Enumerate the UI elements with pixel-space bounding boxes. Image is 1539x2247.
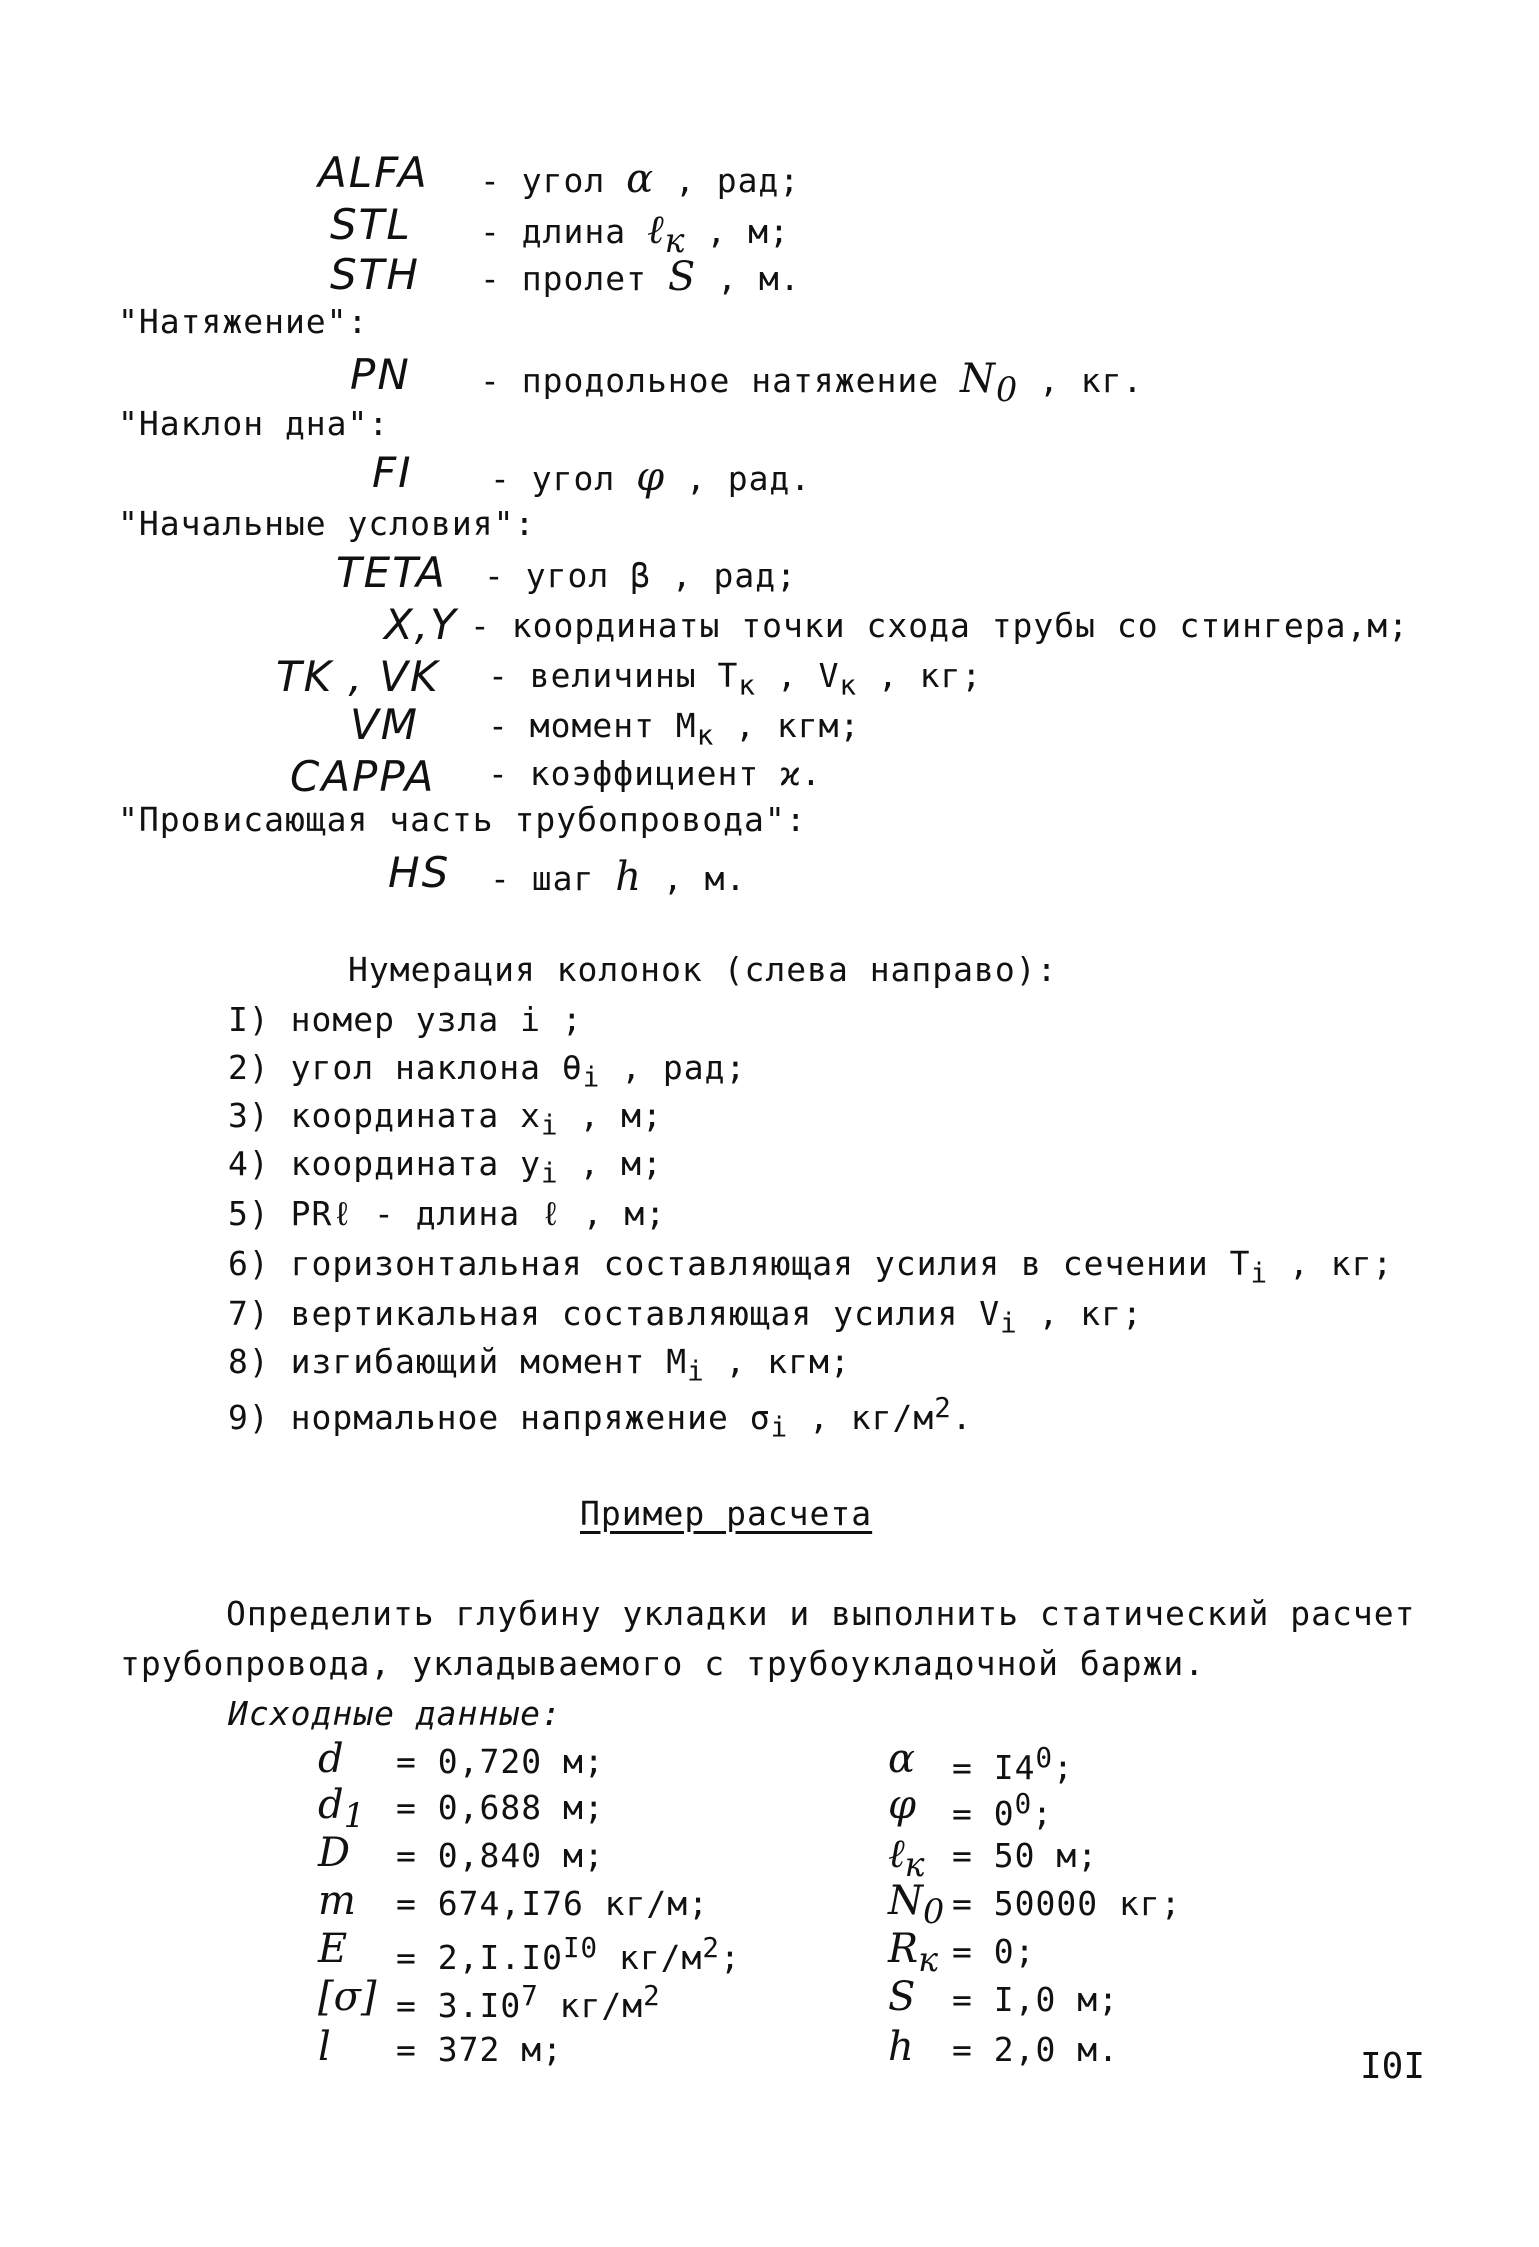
initial-data-left-symbol: [σ] bbox=[318, 1974, 377, 2020]
var-name-cappa: CAPPA bbox=[290, 752, 436, 801]
var-desc-teta: - угол β , рад; bbox=[484, 556, 798, 595]
section-header-sag: "Провисающая часть трубопровода": bbox=[118, 800, 807, 839]
initial-data-left-value: = 674,I76 кг/м; bbox=[396, 1884, 710, 1923]
initial-data-left-value: = 0,688 м; bbox=[396, 1788, 605, 1827]
example-text-line-2: трубопровода, укладываемого с трубоукладочной баржи. bbox=[120, 1644, 1206, 1683]
initial-data-left-symbol: D bbox=[318, 1830, 351, 1876]
column-item: 9) нормальное напряжение $\sigma_i$ , $кг/м^2$. bbox=[228, 1392, 973, 1444]
initial-data-right-symbol: $N_0$ bbox=[888, 1878, 945, 1931]
column-item: 8) изгибающий момент $M_i$ , кгм; bbox=[228, 1342, 851, 1388]
var-name-alfa: ALFA bbox=[318, 148, 429, 197]
initial-data-right-symbol: ℓ$_к$ bbox=[888, 1831, 925, 1884]
page-number: I0I bbox=[1360, 2046, 1426, 2087]
initial-data-right-value: = 0; bbox=[952, 1932, 1036, 1971]
initial-data-right-symbol: h bbox=[888, 2024, 914, 2070]
var-desc-cappa: - коэффициент ϰ. bbox=[488, 754, 822, 793]
initial-data-left-symbol: m bbox=[318, 1878, 356, 1924]
initial-data-left-value: = 372 м; bbox=[396, 2030, 563, 2069]
var-desc-fi: - угол φ , рад. bbox=[490, 454, 812, 500]
example-title: Пример расчета bbox=[580, 1494, 873, 1533]
var-desc-sth: - пролет S , м. bbox=[480, 254, 801, 300]
initial-data-right-value: = 50000 кг; bbox=[952, 1884, 1182, 1923]
initial-data-label: Исходные данные: bbox=[228, 1694, 562, 1733]
var-name-tkvk: TK , VK bbox=[276, 652, 440, 701]
var-name-xy: X,Y bbox=[384, 600, 458, 649]
var-desc-vm: - момент $M_к$ , кгм; bbox=[488, 706, 861, 752]
column-item: 6) горизонтальная составляющая усилия в сечении $T_i$ , кг; bbox=[228, 1244, 1394, 1290]
column-item: 3) координата $x_i$ , м; bbox=[228, 1096, 663, 1142]
initial-data-right-value: = 50 м; bbox=[952, 1836, 1099, 1875]
initial-data-right-value: = $0^0$; bbox=[952, 1788, 1054, 1833]
initial-data-left-symbol: E bbox=[318, 1926, 348, 1972]
initial-data-right-symbol: $R_к$ bbox=[888, 1926, 939, 1979]
var-name-hs: HS bbox=[388, 848, 451, 897]
var-desc-alfa: - угол α , рад; bbox=[480, 156, 801, 202]
var-name-fi: FI bbox=[372, 448, 413, 497]
section-header-tension: "Натяжение": bbox=[118, 302, 369, 341]
column-item: 7) вертикальная составляющая усилия $V_i$ , кг; bbox=[228, 1294, 1143, 1340]
initial-data-right-value: = $I4^0$; bbox=[952, 1742, 1074, 1787]
initial-data-right-symbol: S bbox=[888, 1974, 916, 2020]
column-item: 4) координата $y_i$ , м; bbox=[228, 1144, 663, 1190]
section-header-initial: "Начальные условия": bbox=[118, 504, 536, 543]
var-desc-tkvk: - величины $T_к$ , $V_к$ , кг; bbox=[488, 656, 983, 702]
column-item: 2) угол наклона $\theta_i$ , рад; bbox=[228, 1048, 747, 1094]
initial-data-right-symbol: α bbox=[888, 1736, 916, 1782]
var-desc-hs: - шаг h , м. bbox=[490, 854, 747, 900]
var-desc-pn: - продольное натяжение $N_0$ , кг. bbox=[480, 356, 1144, 409]
initial-data-left-symbol: l bbox=[318, 2024, 331, 2070]
initial-data-right-value: = 2,0 м. bbox=[952, 2030, 1119, 2069]
var-name-sth: STH bbox=[330, 250, 420, 299]
var-desc-xy: - координаты точки схода трубы со стингера,м; bbox=[470, 606, 1410, 645]
var-name-vm: VM bbox=[350, 700, 419, 749]
section-header-slope: "Наклон дна": bbox=[118, 404, 390, 443]
initial-data-right-symbol: φ bbox=[888, 1782, 917, 1828]
initial-data-left-symbol: d bbox=[318, 1736, 344, 1782]
example-text-line-1: Определить глубину укладки и выполнить статический расчет bbox=[226, 1594, 1416, 1633]
initial-data-left-value: = $2,I.I0^{I0}$ $кг/м^2$; bbox=[396, 1932, 741, 1977]
column-item: I) номер узла i ; bbox=[228, 1000, 583, 1039]
initial-data-left-value: = 0,720 м; bbox=[396, 1742, 605, 1781]
initial-data-left-value: = 0,840 м; bbox=[396, 1836, 605, 1875]
var-name-teta: TETA bbox=[336, 548, 447, 597]
var-name-stl: STL bbox=[330, 200, 412, 249]
initial-data-right-value: = I,0 м; bbox=[952, 1980, 1119, 2019]
var-desc-stl: - длина ℓ$_к$ , м; bbox=[480, 207, 790, 260]
columns-title: Нумерация колонок (слева направо): bbox=[348, 950, 1058, 989]
initial-data-left-value: = $3.I0^7$ $кг/м^2$ bbox=[396, 1980, 661, 2025]
initial-data-left-symbol: $d_1$ bbox=[318, 1782, 365, 1835]
var-name-pn: PN bbox=[350, 350, 411, 399]
column-item: 5) PRℓ - длина ℓ , м; bbox=[228, 1194, 667, 1233]
